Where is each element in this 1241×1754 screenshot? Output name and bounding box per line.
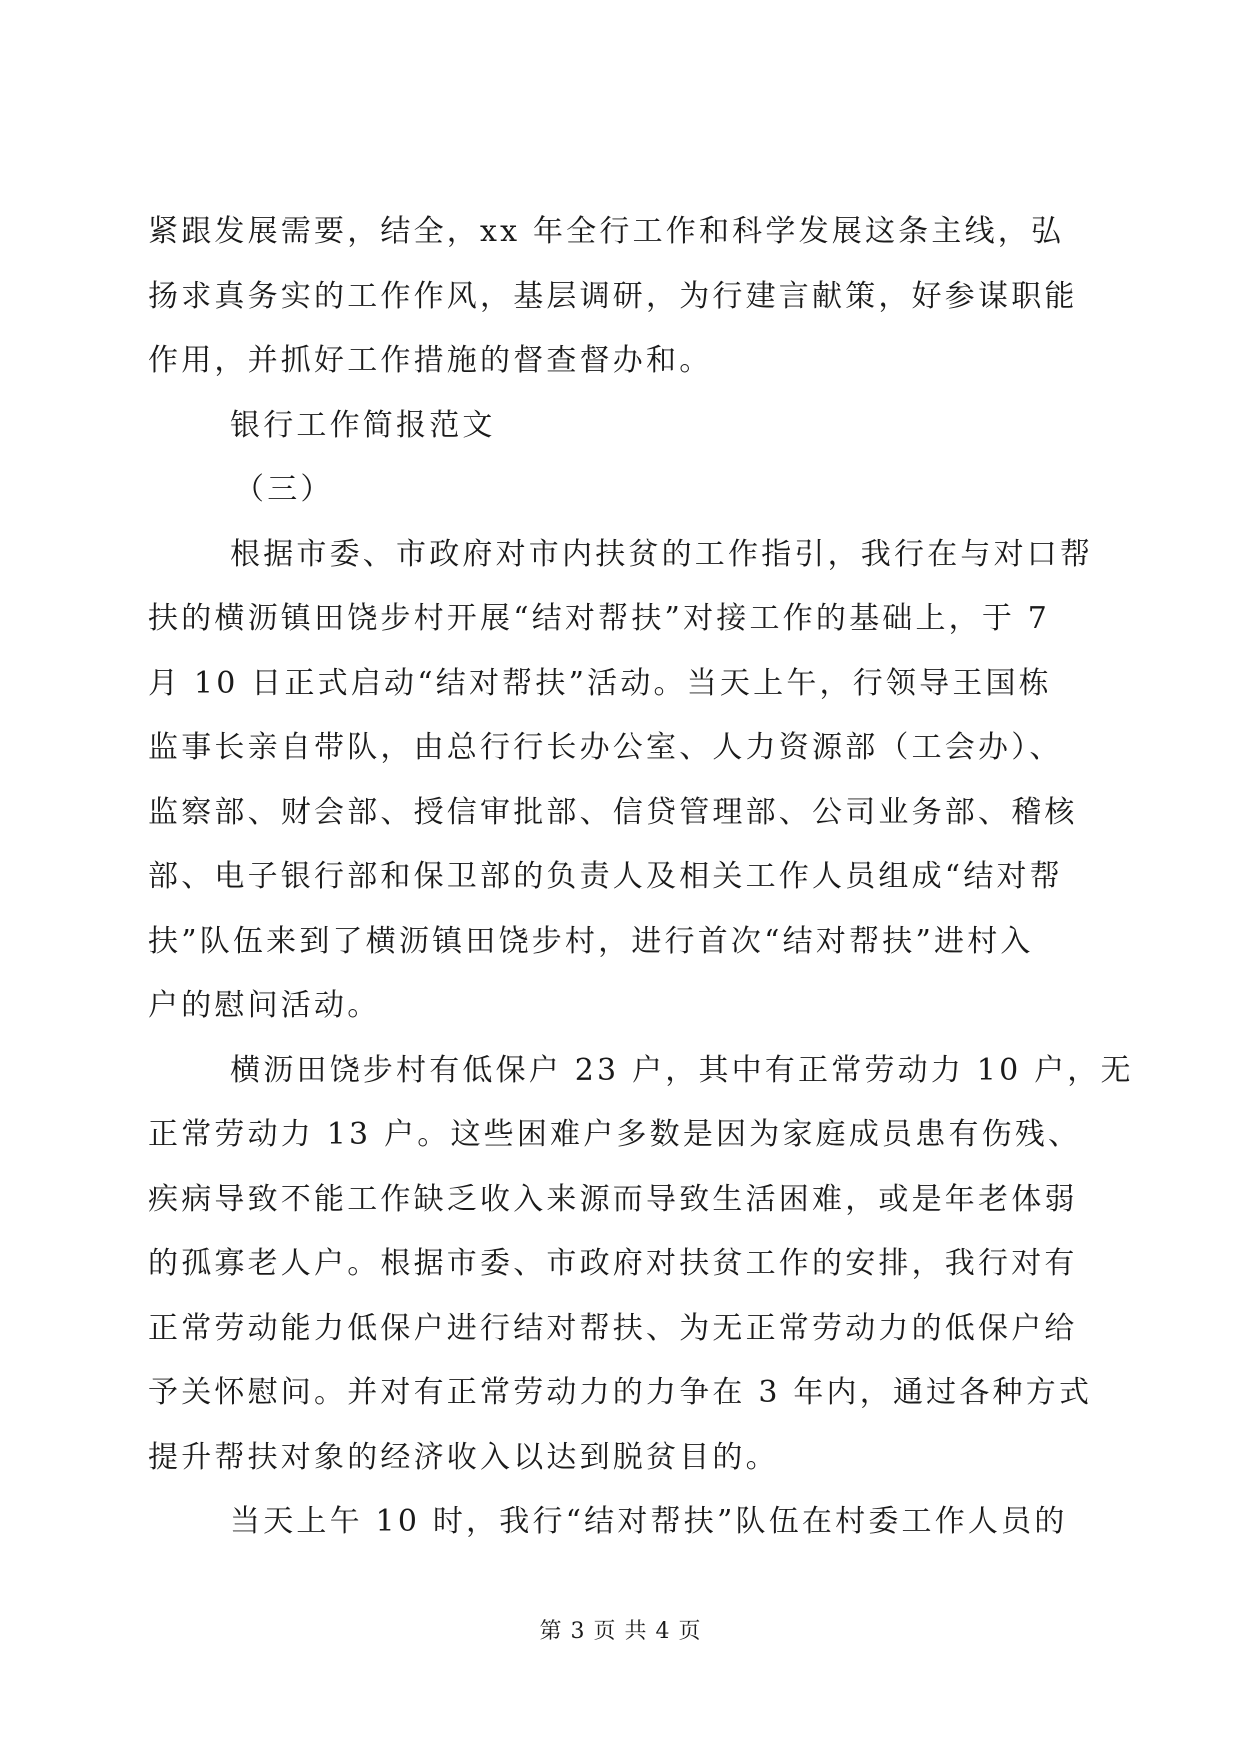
paragraph-line: 监察部、财会部、授信审批部、信贷管理部、公司业务部、稽核 <box>148 794 1078 830</box>
paragraph-line: 扶的横沥镇田饶步村开展“结对帮扶”对接工作的基础上，于 7 <box>148 601 1051 636</box>
paragraph-line: 正常劳动能力低保户进行结对帮扶、为无正常劳动力的低保户给 <box>148 1310 1078 1346</box>
page-footer: 第 3 页 共 4 页 <box>539 1619 702 1644</box>
paragraph-line: 扶”队伍来到了横沥镇田饶步村，进行首次“结对帮扶”进村入 <box>148 923 1034 959</box>
paragraph-line: 扬求真务实的工作作风，基层调研，为行建言献策，好参谋职能 <box>148 278 1078 314</box>
document-body <box>148 200 1134 1555</box>
paragraph-line: 当天上午 10 时，我行“结对帮扶”队伍在村委工作人员的 <box>230 1504 1068 1539</box>
paragraph-line: 正常劳动力 13 户。这些困难户多数是因为家庭成员患有伤残、 <box>148 1117 1082 1152</box>
paragraph-line: 的孤寡老人户。根据市委、市政府对扶贫工作的安排，我行对有 <box>148 1246 1078 1281</box>
paragraph-line: 根据市委、市政府对市内扶贫的工作指引，我行在与对口帮 <box>230 536 1094 572</box>
section-title: 银行工作简报范文 <box>230 407 496 443</box>
paragraph-line: 予关怀慰问。并对有正常劳动力的力争在 3 年内，通过各种方式 <box>148 1375 1093 1410</box>
paragraph-line: 提升帮扶对象的经济收入以达到脱贫目的。 <box>148 1439 779 1475</box>
paragraph-line: 部、电子银行部和保卫部的负责人及相关工作人员组成“结对帮 <box>148 859 1063 894</box>
paragraph-line: 户的慰问活动。 <box>148 988 381 1023</box>
paragraph-line: 月 10 日正式启动“结对帮扶”活动。当天上午，行领导王国栋 <box>148 665 1052 701</box>
paragraph-line: 疾病导致不能工作缺乏收入来源而导致生活困难，或是年老体弱 <box>148 1181 1078 1217</box>
paragraph-line: 监事长亲自带队，由总行行长办公室、人力资源部（工会办）、 <box>148 730 1063 765</box>
paragraph-line: 作用，并抓好工作措施的督查督办和。 <box>148 343 713 378</box>
paragraph-line: 横沥田饶步村有低保户 23 户，其中有正常劳动力 10 户，无 <box>230 1052 1134 1088</box>
paragraph-line: 紧跟发展需要，结全，xx 年全行工作和科学发展这条主线，弘 <box>148 214 1065 249</box>
section-number: （三） <box>234 472 334 507</box>
